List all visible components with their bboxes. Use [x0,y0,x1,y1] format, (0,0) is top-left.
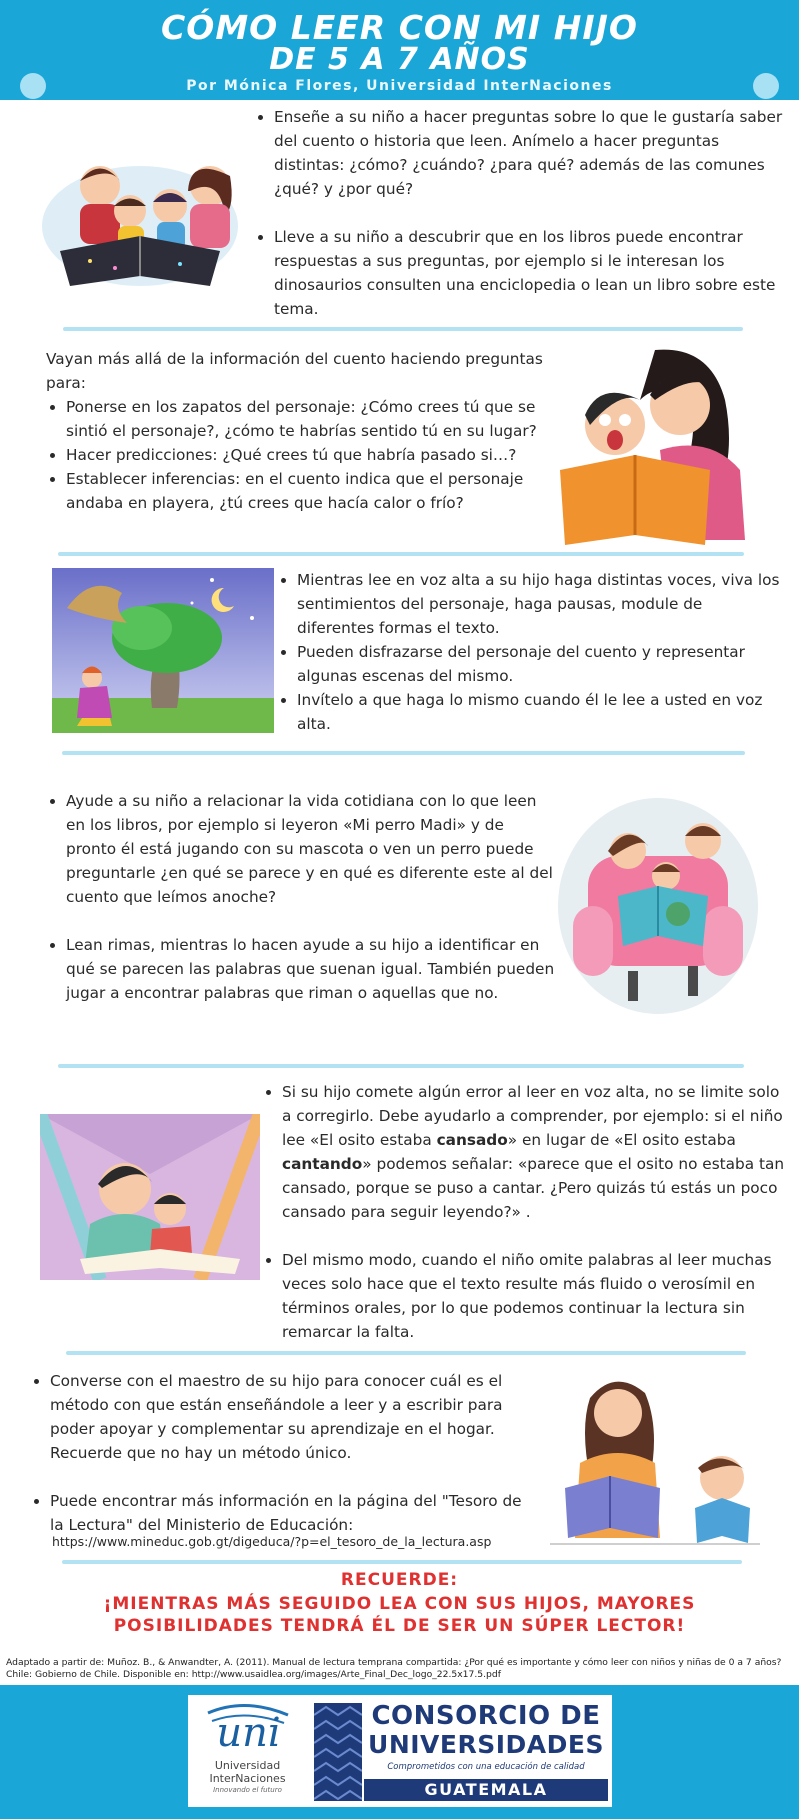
tesoro-link[interactable]: https://www.mineduc.gob.gt/digeduca/?p=el_tesoro_de_la_lectura.asp [52,1534,492,1549]
father-daughter-reading-illustration [40,1114,260,1280]
consorcio-line2: UNIVERSIDADES [368,1730,604,1759]
uni-logo-text: uni [216,1710,281,1756]
section2-intro: Vayan más allá de la información del cuento haciendo preguntas para: [46,350,543,392]
emphasis-word: cansado [436,1131,508,1149]
separator [66,1351,746,1355]
consorcio-country: GUATEMALA [364,1779,608,1801]
list-item: • Enseñe a su niño a hacer preguntas sobre lo que le gustaría saber del cuento o historia que leen. Anímelo a hacer preguntas distintas: ¿cómo? ¿cuándo? ¿para qué? además de las comunes ¿qué? y ¿por qué? [274,105,794,201]
uni-tagline: Innovando el futuro [213,1786,282,1794]
consorcio-line1: CONSORCIO DE [371,1701,601,1731]
separator [58,1064,744,1068]
citation-line1: Adaptado a partir de: Muñoz. B., & Anwandter, A. (2011). Manual de lectura temprana compartida: ¿Por qué es importante y cómo leer con niños y niñas de 0 a 7 años? [6,1657,782,1668]
section1-text [254,105,794,321]
section4-text [46,789,556,1005]
list-item: • Invítelo a que haga lo mismo cuando él le lee a usted en voz alta. [297,688,782,736]
decor-dot-left [20,73,46,99]
family-reading-illustration [40,136,240,296]
remember-line1: ¡MIENTRAS MÁS SEGUIDO LEA CON SUS HIJOS, MAYORES [103,1594,696,1614]
list-item: • Hacer predicciones: ¿Qué crees tú que habría pasado si…? [66,443,556,467]
citation [6,1657,796,1681]
citation-line2: Chile: Gobierno de Chile. Disponible en: http://www.usaidlea.org/images/Arte_Final_Dec_logo_22.5x17.5.pdf [6,1669,501,1680]
remember-line2: POSIBILIDADES TENDRÁ ÉL DE SER UN SÚPER LECTOR! [113,1616,686,1636]
remember-heading: RECUERDE: [340,1570,459,1590]
list-item: • Ponerse en los zapatos del personaje: ¿Cómo crees tú que se sintió el personaje?, ¿cómo te habrías sentido tú en su lugar? [66,395,556,443]
list-item: • Converse con el maestro de su hijo para conocer cuál es el método con que están enseñándole a leer y a escribir para poder apoyar y complementar su aprendizaje en el hogar. Recuerde que no hay un método único. [50,1369,540,1465]
separator [62,751,745,755]
page-title-line1: CÓMO LEER CON MI HIJO [161,8,638,47]
list-item: • Ayude a su niño a relacionar la vida cotidiana con lo que leen en los libros, por ejemplo si leyeron «Mi perro Madi» y de pronto él está jugando con su mascota o ven un perro puede preguntarle ¿en qué se parece y en qué es diferente este al del cuento que leímos anoche? [66,789,556,909]
family-armchair-illustration [558,796,758,1016]
section5-text [262,1080,787,1344]
separator [62,1560,742,1564]
byline: Por Mónica Flores, Universidad InterNaciones [186,78,613,94]
mother-child-reading-illustration [550,1368,760,1548]
section6-text [30,1369,540,1537]
page-title-line2: DE 5 A 7 AÑOS [269,42,530,77]
list-item: • Establecer inferencias: en el cuento indica que el personaje andaba en playera, ¿tú crees que hacía calor o frío? [66,467,556,515]
consorcio-tagline: Comprometidos con una educación de calidad [387,1762,585,1772]
logos-panel [188,1695,612,1807]
list-item: • Puede encontrar más información en la página del "Tesoro de la Lectura" del Ministerio de Educación: [50,1489,540,1537]
list-item: • Si su hijo comete algún error al leer en voz alta, no se limite solo a corregirlo. Debe ayudarlo a comprender, por ejemplo: si el niño lee «El osito estaba cansado» en lugar de «El osito estaba cantando» podemos señalar: «parece que el osito no estaba tan cansado, porque se puso a cantar. ¿Pero quizás tú estás un poco cansado para seguir leyendo?» . [282,1080,787,1224]
emphasis-word: cantando [282,1155,363,1173]
list-item: • Mientras lee en voz alta a su hijo haga distintas voces, viva los sentimientos del personaje, haga pausas, module de diferentes formas el texto. [297,568,782,640]
list-item: • Del mismo modo, cuando el niño omite palabras al leer muchas veces solo hace que el texto resulte más fluido o verosímil en términos orales, por lo que podemos continuar la lectura sin remarcar la falta. [282,1248,787,1344]
list-item: • Pueden disfrazarse del personaje del cuento y representar algunas escenas del mismo. [297,640,782,688]
list-item: • Lean rimas, mientras lo hacen ayude a su hijo a identificar en qué se parecen las palabras que suenan igual. También pueden jugar a encontrar palabras que riman o aquellas que no. [66,933,556,1005]
consorcio-pattern-icon [314,1703,362,1801]
section3-text [277,568,782,736]
decor-dot-right [753,73,779,99]
fairy-tale-illustration [52,568,274,733]
uni-name-line2: InterNaciones [209,1772,286,1785]
separator [58,552,744,556]
uni-name-line1: Universidad [214,1759,281,1772]
separator [63,327,743,331]
list-item: • Lleve a su niño a descubrir que en los libros puede encontrar respuestas a sus preguntas, por ejemplo si le interesan los dinosaurios consulten una enciclopedia o lean un libro sobre este tema. [274,225,794,321]
mother-son-reading-illustration [560,340,750,545]
uni-logo [200,1703,295,1803]
section2-text [46,347,556,515]
